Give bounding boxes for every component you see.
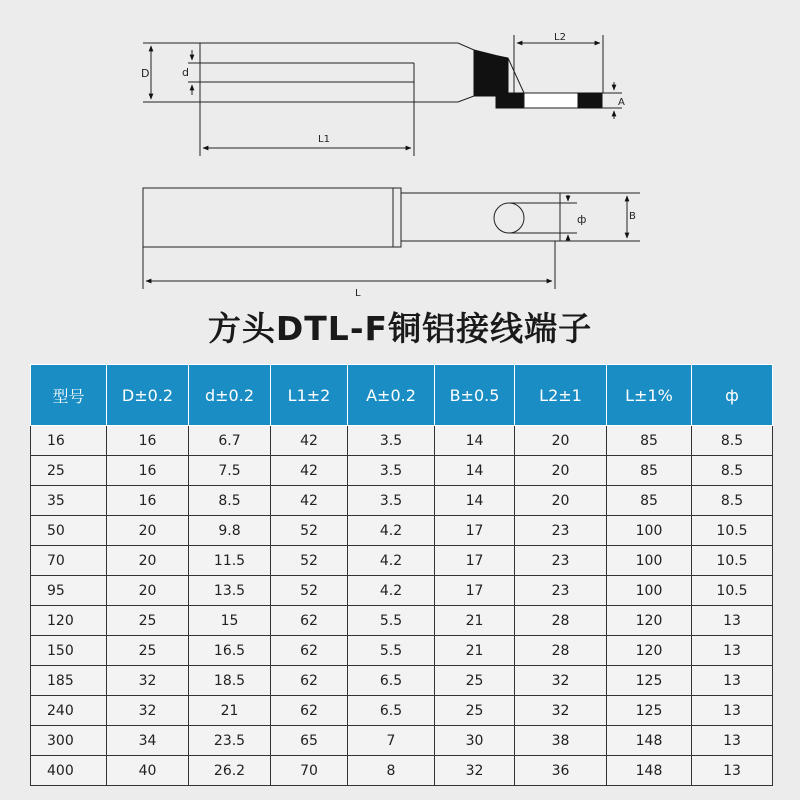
table-cell: 10.5 bbox=[692, 576, 773, 606]
table-row bbox=[31, 756, 773, 786]
column-header: L2±1 bbox=[515, 365, 607, 426]
table-cell: 8.5 bbox=[189, 486, 271, 516]
table-cell: 5.5 bbox=[348, 636, 435, 666]
table-cell: 13 bbox=[692, 696, 773, 726]
table-cell: 25 bbox=[435, 666, 515, 696]
table-cell: 62 bbox=[271, 636, 348, 666]
table-cell: 6.5 bbox=[348, 666, 435, 696]
table-cell: 100 bbox=[607, 516, 692, 546]
model-cell: 50 bbox=[31, 516, 107, 546]
table-cell: 20 bbox=[107, 516, 189, 546]
table-cell: 13 bbox=[692, 666, 773, 696]
table-row bbox=[31, 636, 773, 666]
model-cell: 25 bbox=[31, 456, 107, 486]
table-cell: 5.5 bbox=[348, 606, 435, 636]
table-cell: 13 bbox=[692, 636, 773, 666]
label-L1: L1 bbox=[318, 134, 330, 145]
table-cell: 62 bbox=[271, 696, 348, 726]
model-cell: 400 bbox=[31, 756, 107, 786]
table-cell: 30 bbox=[435, 726, 515, 756]
label-L2: L2 bbox=[554, 32, 566, 43]
table-cell: 25 bbox=[435, 696, 515, 726]
table-cell: 40 bbox=[107, 756, 189, 786]
table-row bbox=[31, 486, 773, 516]
table-cell: 9.8 bbox=[189, 516, 271, 546]
model-cell: 120 bbox=[31, 606, 107, 636]
table-cell: 42 bbox=[271, 486, 348, 516]
table-cell: 23 bbox=[515, 546, 607, 576]
table-cell: 17 bbox=[435, 576, 515, 606]
table-cell: 85 bbox=[607, 486, 692, 516]
table-cell: 100 bbox=[607, 576, 692, 606]
table-cell: 85 bbox=[607, 456, 692, 486]
table-cell: 20 bbox=[107, 576, 189, 606]
table-cell: 42 bbox=[271, 426, 348, 456]
table-cell: 32 bbox=[515, 696, 607, 726]
table-cell: 21 bbox=[435, 636, 515, 666]
table-cell: 120 bbox=[607, 636, 692, 666]
table-cell: 52 bbox=[271, 576, 348, 606]
table-cell: 3.5 bbox=[348, 456, 435, 486]
table-cell: 7 bbox=[348, 726, 435, 756]
table-cell: 13.5 bbox=[189, 576, 271, 606]
column-header: L±1% bbox=[607, 365, 692, 426]
table-cell: 16 bbox=[107, 426, 189, 456]
dimension-B bbox=[560, 193, 640, 241]
dimension-D bbox=[143, 43, 200, 102]
table-cell: 20 bbox=[515, 486, 607, 516]
table-cell: 8 bbox=[348, 756, 435, 786]
table-cell: 32 bbox=[107, 666, 189, 696]
table-cell: 6.5 bbox=[348, 696, 435, 726]
table-cell: 32 bbox=[107, 696, 189, 726]
table-cell: 15 bbox=[189, 606, 271, 636]
label-A: A bbox=[618, 97, 625, 108]
table-cell: 26.2 bbox=[189, 756, 271, 786]
table-cell: 13 bbox=[692, 756, 773, 786]
table-row bbox=[31, 696, 773, 726]
table-cell: 17 bbox=[435, 546, 515, 576]
spec-table bbox=[30, 364, 773, 786]
model-cell: 70 bbox=[31, 546, 107, 576]
table-cell: 36 bbox=[515, 756, 607, 786]
table-cell: 32 bbox=[435, 756, 515, 786]
table-cell: 38 bbox=[515, 726, 607, 756]
dimension-phi bbox=[509, 195, 577, 241]
table-cell: 148 bbox=[607, 756, 692, 786]
model-cell: 300 bbox=[31, 726, 107, 756]
table-cell: 3.5 bbox=[348, 486, 435, 516]
dimension-L bbox=[143, 241, 555, 289]
table-cell: 32 bbox=[515, 666, 607, 696]
dimension-L2 bbox=[514, 35, 603, 93]
table-row bbox=[31, 546, 773, 576]
column-header: A±0.2 bbox=[348, 365, 435, 426]
table-cell: 16 bbox=[107, 456, 189, 486]
table-cell: 20 bbox=[515, 426, 607, 456]
dimension-L1 bbox=[200, 82, 414, 156]
table-cell: 52 bbox=[271, 546, 348, 576]
table-cell: 62 bbox=[271, 606, 348, 636]
table-cell: 8.5 bbox=[692, 426, 773, 456]
table-cell: 18.5 bbox=[189, 666, 271, 696]
model-cell: 185 bbox=[31, 666, 107, 696]
column-header: ф bbox=[692, 365, 773, 426]
table-cell: 14 bbox=[435, 486, 515, 516]
table-header-row bbox=[31, 365, 773, 426]
table-cell: 34 bbox=[107, 726, 189, 756]
table-cell: 10.5 bbox=[692, 546, 773, 576]
table-cell: 85 bbox=[607, 426, 692, 456]
table-body bbox=[31, 426, 773, 786]
table-cell: 10.5 bbox=[692, 516, 773, 546]
page-title: 方头DTL-F铜铝接线端子 bbox=[207, 309, 593, 348]
dimension-d bbox=[188, 50, 197, 95]
table-cell: 4.2 bbox=[348, 546, 435, 576]
label-d: d bbox=[182, 66, 189, 79]
table-cell: 3.5 bbox=[348, 426, 435, 456]
column-header: L1±2 bbox=[271, 365, 348, 426]
label-L: L bbox=[355, 288, 361, 299]
model-cell: 16 bbox=[31, 426, 107, 456]
table-cell: 8.5 bbox=[692, 456, 773, 486]
table-cell: 25 bbox=[107, 636, 189, 666]
label-phi: ф bbox=[577, 213, 587, 226]
table-cell: 21 bbox=[435, 606, 515, 636]
table-row bbox=[31, 666, 773, 696]
table-row bbox=[31, 606, 773, 636]
table-cell: 21 bbox=[189, 696, 271, 726]
table-cell: 23 bbox=[515, 516, 607, 546]
table-cell: 28 bbox=[515, 606, 607, 636]
table-cell: 120 bbox=[607, 606, 692, 636]
table-row bbox=[31, 426, 773, 456]
table-cell: 14 bbox=[435, 426, 515, 456]
table-cell: 14 bbox=[435, 456, 515, 486]
label-B: B bbox=[629, 211, 636, 222]
table-cell: 4.2 bbox=[348, 576, 435, 606]
table-cell: 62 bbox=[271, 666, 348, 696]
table-cell: 65 bbox=[271, 726, 348, 756]
table-row bbox=[31, 726, 773, 756]
table-cell: 20 bbox=[107, 546, 189, 576]
table-cell: 13 bbox=[692, 726, 773, 756]
table-cell: 8.5 bbox=[692, 486, 773, 516]
column-header: 型号 bbox=[31, 365, 107, 426]
top-view-drawing bbox=[143, 188, 560, 247]
table-cell: 16.5 bbox=[189, 636, 271, 666]
table-cell: 6.7 bbox=[189, 426, 271, 456]
table-cell: 70 bbox=[271, 756, 348, 786]
table-cell: 16 bbox=[107, 486, 189, 516]
model-cell: 95 bbox=[31, 576, 107, 606]
table-cell: 25 bbox=[107, 606, 189, 636]
model-cell: 150 bbox=[31, 636, 107, 666]
side-view-drawing bbox=[197, 43, 602, 108]
column-header: d±0.2 bbox=[189, 365, 271, 426]
table-cell: 17 bbox=[435, 516, 515, 546]
model-cell: 35 bbox=[31, 486, 107, 516]
column-header: B±0.5 bbox=[435, 365, 515, 426]
table-cell: 7.5 bbox=[189, 456, 271, 486]
table-cell: 148 bbox=[607, 726, 692, 756]
table-cell: 20 bbox=[515, 456, 607, 486]
column-header: D±0.2 bbox=[107, 365, 189, 426]
table-cell: 125 bbox=[607, 666, 692, 696]
table-cell: 52 bbox=[271, 516, 348, 546]
table-cell: 23.5 bbox=[189, 726, 271, 756]
model-cell: 240 bbox=[31, 696, 107, 726]
table-row bbox=[31, 516, 773, 546]
table-row bbox=[31, 576, 773, 606]
table-cell: 42 bbox=[271, 456, 348, 486]
table-cell: 28 bbox=[515, 636, 607, 666]
label-D: D bbox=[141, 67, 150, 80]
table-cell: 23 bbox=[515, 576, 607, 606]
terminal-technical-drawing bbox=[0, 0, 800, 300]
table-cell: 11.5 bbox=[189, 546, 271, 576]
table-cell: 4.2 bbox=[348, 516, 435, 546]
table-cell: 13 bbox=[692, 606, 773, 636]
table-cell: 125 bbox=[607, 696, 692, 726]
table-cell: 100 bbox=[607, 546, 692, 576]
table-row bbox=[31, 456, 773, 486]
